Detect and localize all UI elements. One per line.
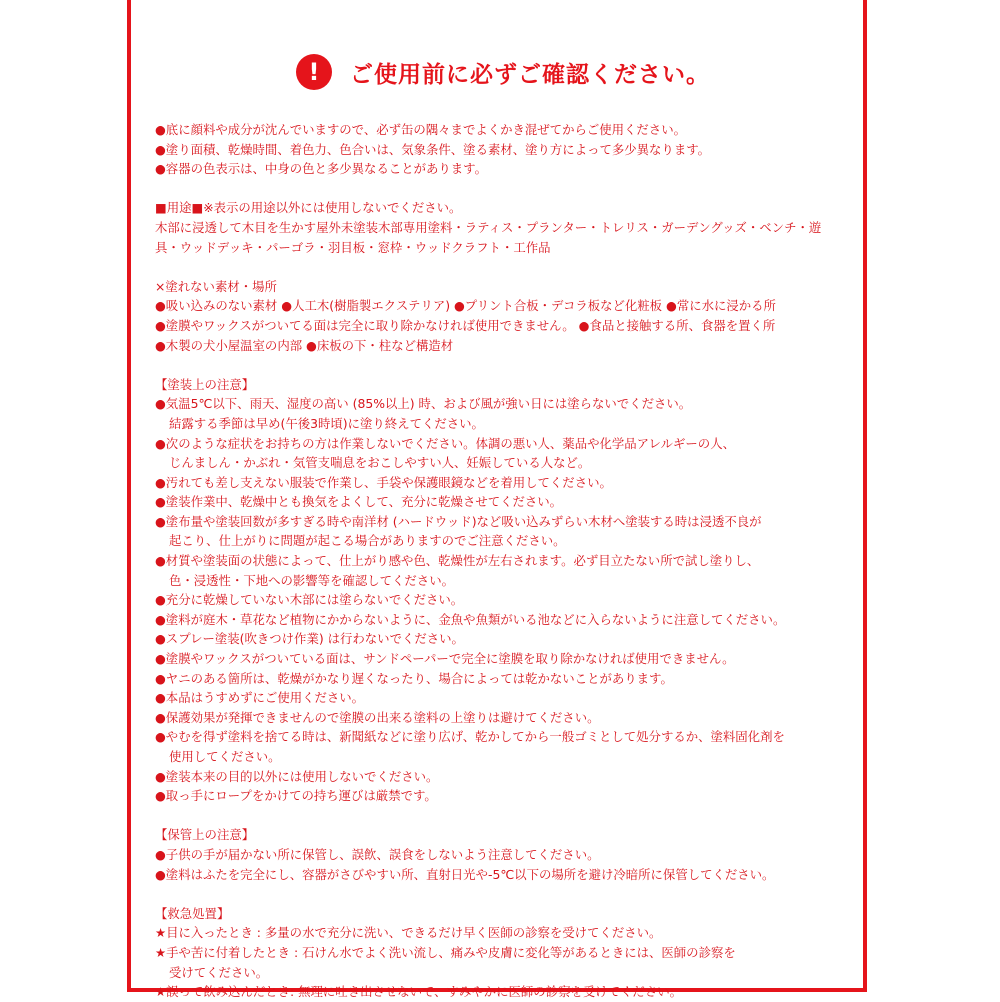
- painting-note: ●塗料が庭木・草花など植物にかからないように、金魚や魚類がいる池などに入らないように注意してください。: [155, 611, 786, 627]
- usage-heading: ■用途■※表示の用途以外には使用しないでください。: [155, 200, 462, 216]
- painting-note: ●本品はうすめずにご使用ください。: [155, 690, 365, 706]
- storage-note: ●子供の手が届かない所に保管し、誤飲、誤食をしないよう注意してください。: [155, 846, 600, 862]
- intro-line: ●塗り面積、乾燥時間、着色力、色合いは、気象条件、塗る素材、塗り方によって多少異なります。: [155, 141, 711, 157]
- painting-note: ●保護効果が発揮できませんので塗膜の出来る塗料の上塗りは避けてください。: [155, 709, 600, 725]
- storage-notes-section: [155, 825, 855, 884]
- storage-notes-heading: 【保管上の注意】: [155, 827, 255, 843]
- not-paintable-line: ●木製の犬小屋温室の内部 ●床板の下・柱など構造材: [155, 337, 454, 353]
- painting-note: 結露する季節は早め(午後3時頃)に塗り終えてください。: [169, 415, 484, 431]
- usage-line: 具・ウッドデッキ・パーゴラ・羽目板・窓枠・ウッドクラフト・工作品: [155, 239, 551, 255]
- usage-section: [155, 198, 855, 257]
- painting-note: ●塗布量や塗装回数が多すぎる時や南洋材 (ハードウッド)など吸い込みずらい木材へ塗装する時は浸透不良が: [155, 513, 762, 529]
- painting-note: ●塗膜やワックスがついている面は、サンドペーパーで完全に塗膜を取り除かなければ使用できません。: [155, 651, 735, 667]
- first-aid-item: 受けてください。: [169, 964, 269, 980]
- not-paintable-line: ●塗膜やワックスがついてる面は完全に取り除かなければ使用できません。 ●食品と接触する所、食器を置く所: [155, 317, 776, 333]
- painting-note: ●やむを得ず塗料を捨てる時は、新聞紙などに塗り広げ、乾かしてから一般ゴミとして処分するか、塗料固化剤を: [155, 729, 785, 745]
- first-aid-item: ★誤って飲み込んだとき: 無理に吐き出させないで、すみやかに医師の診察を受けてください。: [155, 984, 682, 1000]
- painting-note: じんましん・かぶれ・気管支喘息をおこしやすい人、妊娠している人など。: [169, 455, 591, 471]
- painting-note: ●ヤニのある箇所は、乾燥がかなり遅くなったり、場合によっては乾かないことがあります。: [155, 670, 673, 686]
- first-aid-item: ★目に入ったとき : 多量の水で充分に洗い、できるだけ早く医師の診察を受けてください。: [155, 925, 662, 941]
- spacer: [155, 355, 855, 375]
- first-aid-item: ★手や苦に付着したとき : 石けん水でよく洗い流し、痛みや皮膚に変化等があるときには、医師の診察を: [155, 944, 736, 960]
- exclamation-icon: !: [296, 54, 332, 90]
- painting-note: ●塗装作業中、乾燥中とも換気をよくして、充分に乾燥させてください。: [155, 494, 563, 510]
- painting-note: 起こり、仕上がりに問題が起こる場合がありますのでご注意ください。: [169, 533, 566, 549]
- notice-title: ご使用前に必ずご確認ください。: [350, 61, 710, 88]
- painting-notes-heading: 【塗装上の注意】: [155, 376, 255, 392]
- spacer: [155, 884, 855, 904]
- painting-note: ●取っ手にロープをかけての持ち運びは厳禁です。: [155, 788, 437, 804]
- intro-line: ●底に顔料や成分が沈んでいますので、必ず缶の隅々までよくかき混ぜてからご使用ください。: [155, 122, 686, 137]
- spacer: [155, 257, 855, 277]
- first-aid-section: [155, 904, 855, 1002]
- not-paintable-heading: ×塗れない素材・場所: [155, 278, 277, 294]
- painting-notes-section: [155, 375, 855, 806]
- spacer: [155, 179, 855, 199]
- painting-note: 使用してください。: [169, 749, 281, 764]
- intro-section: [155, 120, 855, 179]
- painting-note: ●気温5℃以下、雨天、湿度の高い (85%以上) 時、および風が強い日には塗らないでください。: [155, 396, 692, 412]
- storage-note: ●塗料はふたを完全にし、容器がさびやすい所、直射日光や-5℃以下の場所を避け冷暗所に保管してください。: [155, 866, 775, 882]
- first-aid-heading: 【救急処置】: [155, 905, 230, 921]
- painting-note: ●充分に乾燥していない木部には塗らないでください。: [155, 592, 464, 608]
- notice-content: [155, 120, 855, 1002]
- painting-note: 色・浸透性・下地への影響等を確認してください。: [169, 572, 454, 588]
- painting-note: ●材質や塗装面の状態によって、仕上がり感や色、乾燥性が左右されます。必ず目立たない所で試し塗りし、: [155, 553, 760, 569]
- notice-header: [296, 52, 710, 92]
- painting-note: ●スプレー塗装(吹きつけ作業) は行わないでください。: [155, 631, 464, 647]
- painting-note: ●汚れても差し支えない服装で作業し、手袋や保護眼鏡などを着用してください。: [155, 474, 612, 490]
- usage-line: 木部に浸透して木目を生かす屋外未塗装木部専用塗料・ラティス・プランター・トレリス・ガーデングッズ・ベンチ・遊: [155, 219, 822, 235]
- not-paintable-section: [155, 277, 855, 355]
- spacer: [155, 806, 855, 826]
- not-paintable-line: ●吸い込みのない素材 ●人工木(樹脂製エクステリア) ●プリント合板・デコラ板など化粧板 ●常に水に浸かる所: [155, 298, 776, 314]
- painting-note: ●塗装本来の目的以外には使用しないでください。: [155, 768, 439, 784]
- intro-line: ●容器の色表示は、中身の色と多少異なることがあります。: [155, 161, 487, 177]
- painting-note: ●次のような症状をお持ちの方は作業しないでください。体調の悪い人、薬品や化学品アレルギーの人、: [155, 435, 735, 451]
